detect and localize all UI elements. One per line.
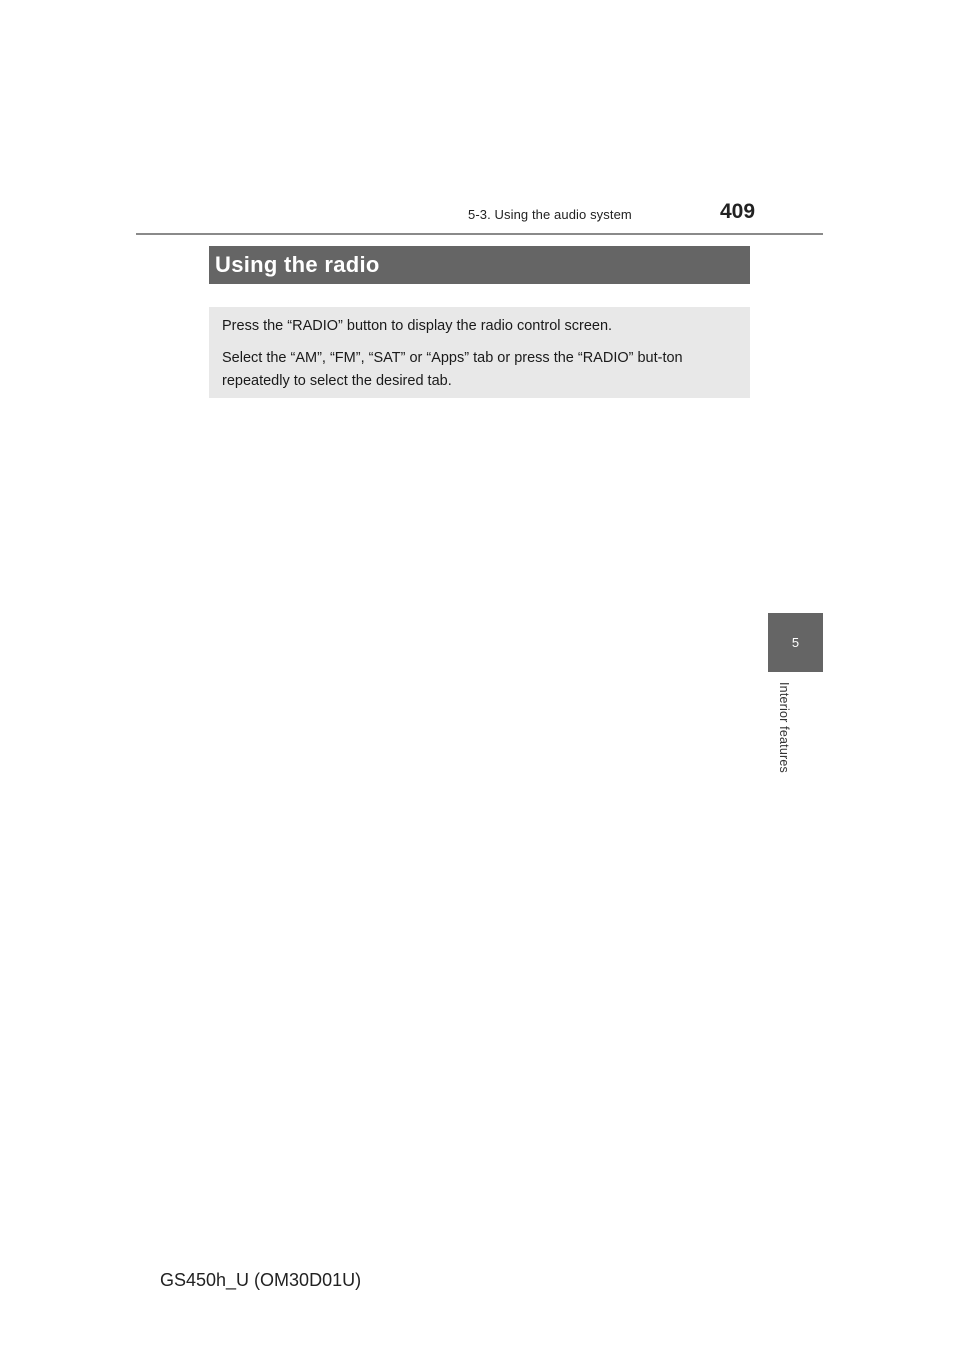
info-box bbox=[209, 307, 750, 398]
chapter-label: Interior features bbox=[777, 682, 791, 773]
chapter-tab bbox=[768, 613, 823, 672]
chapter-number: 5 bbox=[791, 635, 800, 650]
info-paragraph: Select the “AM”, “FM”, “SAT” or “Apps” tab or press the “RADIO” but-ton repeatedly to select the desired tab. bbox=[222, 350, 683, 389]
header-divider bbox=[136, 233, 823, 235]
page-number: 409 bbox=[720, 200, 756, 223]
info-paragraph: Press the “RADIO” button to display the radio control screen. bbox=[222, 318, 613, 334]
section-title-bar bbox=[209, 246, 750, 284]
section-title: Using the radio bbox=[215, 252, 380, 277]
footer-model-code: GS450h_U (OM30D01U) bbox=[160, 1270, 362, 1290]
header-section-title: 5-3. Using the audio system bbox=[468, 207, 632, 222]
